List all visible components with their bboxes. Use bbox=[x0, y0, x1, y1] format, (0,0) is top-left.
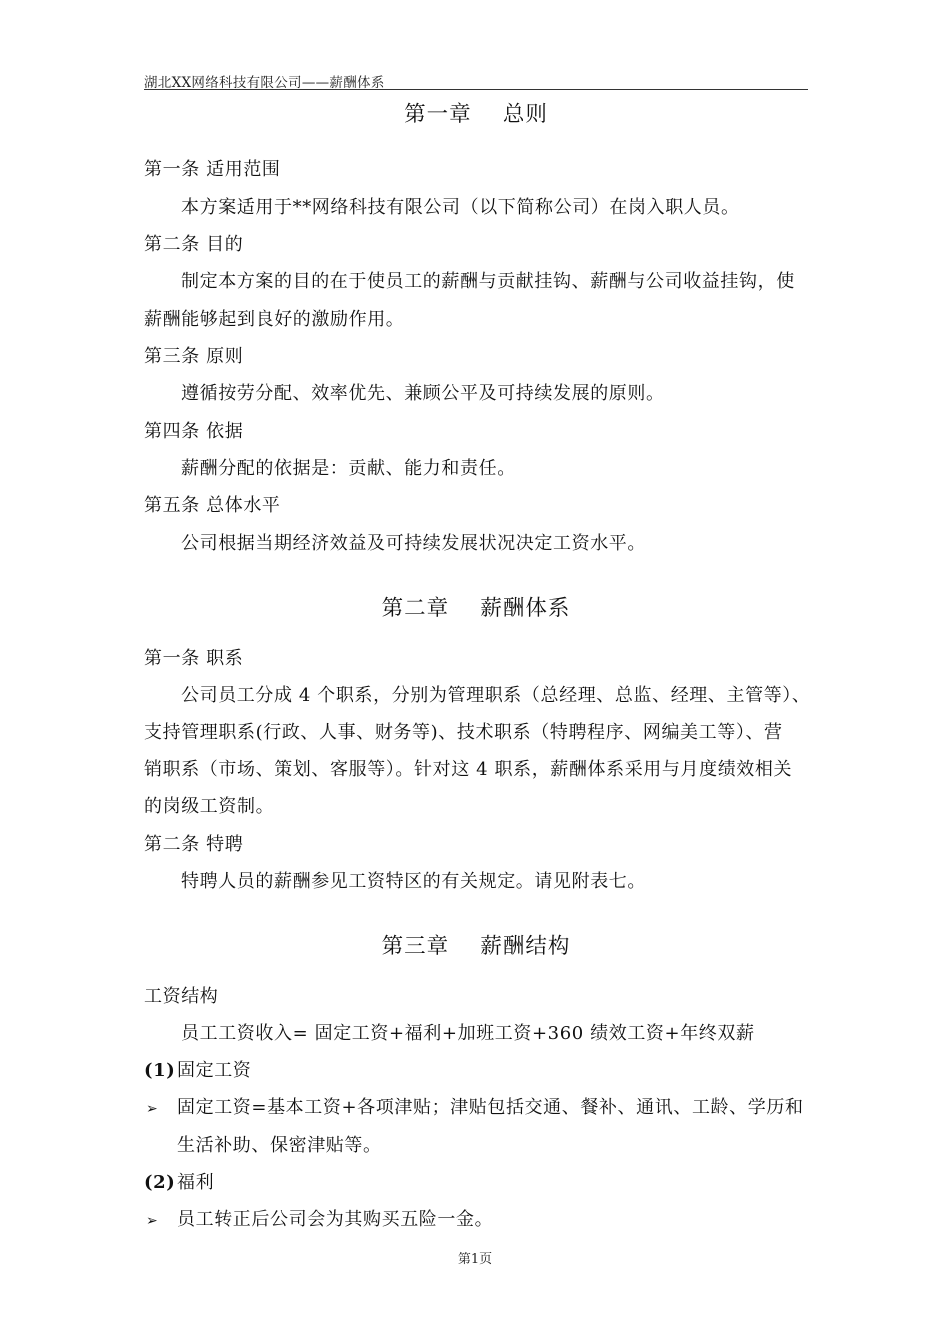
article-title: 第一条 适用范围 bbox=[144, 159, 281, 180]
item-number: (1) bbox=[144, 1060, 176, 1081]
page-header bbox=[144, 70, 808, 90]
bullet-text: 员工转正后公司会为其购买五险一金。 bbox=[177, 1209, 494, 1230]
chapter-3-title: 第三章 薪酬结构 bbox=[381, 934, 571, 959]
paragraph: 本方案适用于**网络科技有限公司（以下简称公司）在岗入职人员。 bbox=[181, 197, 740, 218]
paragraph: 公司根据当期经济效益及可持续发展状况决定工资水平。 bbox=[181, 533, 646, 554]
paragraph: 制定本方案的目的在于使员工的薪酬与贡献挂钩、薪酬与公司收益挂钩，使 bbox=[181, 271, 795, 292]
section-title: 工资结构 bbox=[144, 986, 219, 1007]
article-title: 第二条 特聘 bbox=[144, 834, 244, 855]
paragraph: 遵循按劳分配、效率优先、兼顾公平及可持续发展的原则。 bbox=[181, 383, 665, 404]
page-number: 第1页 bbox=[457, 1252, 493, 1267]
formula-line: 员工工资收入= 固定工资+福利+加班工资+360 绩效工资+年终双薪 bbox=[181, 1023, 755, 1044]
paragraph-continuation: 销职系（市场、策划、客服等）。针对这 4 职系，薪酬体系采用与月度绩效相关 bbox=[144, 759, 793, 780]
paragraph-continuation: 支持管理职系(行政、人事、财务等)、技术职系（特聘程序、网编美工等）、营 bbox=[144, 722, 783, 743]
article-title: 第四条 依据 bbox=[144, 421, 244, 442]
header-text: 湖北XX网络科技有限公司——薪酬体系 bbox=[144, 75, 385, 91]
item-number: (2) bbox=[144, 1172, 176, 1193]
article-title: 第三条 原则 bbox=[144, 346, 244, 367]
item-label: 福利 bbox=[177, 1172, 215, 1193]
article-title: 第二条 目的 bbox=[144, 234, 244, 255]
paragraph: 特聘人员的薪酬参见工资特区的有关规定。请见附表七。 bbox=[181, 871, 646, 892]
article-title: 第五条 总体水平 bbox=[144, 495, 281, 516]
bullet-arrow-icon: ➢ bbox=[146, 1101, 159, 1117]
bullet-text: 固定工资=基本工资+各项津贴；津贴包括交通、餐补、通讯、工龄、学历和 bbox=[177, 1097, 804, 1118]
paragraph-continuation: 薪酬能够起到良好的激励作用。 bbox=[144, 309, 405, 330]
article-title: 第一条 职系 bbox=[144, 648, 244, 669]
item-label: 固定工资 bbox=[177, 1060, 252, 1081]
paragraph: 公司员工分成 4 个职系，分别为管理职系（总经理、总监、经理、主管等）、 bbox=[181, 685, 811, 706]
bullet-arrow-icon: ➢ bbox=[146, 1213, 159, 1229]
paragraph: 薪酬分配的依据是：贡献、能力和责任。 bbox=[181, 458, 516, 479]
chapter-2-title: 第二章 薪酬体系 bbox=[381, 596, 571, 621]
chapter-1-title: 第一章 总则 bbox=[404, 102, 548, 127]
bullet-text-continuation: 生活补助、保密津贴等。 bbox=[177, 1135, 382, 1156]
paragraph-continuation: 的岗级工资制。 bbox=[144, 796, 275, 817]
